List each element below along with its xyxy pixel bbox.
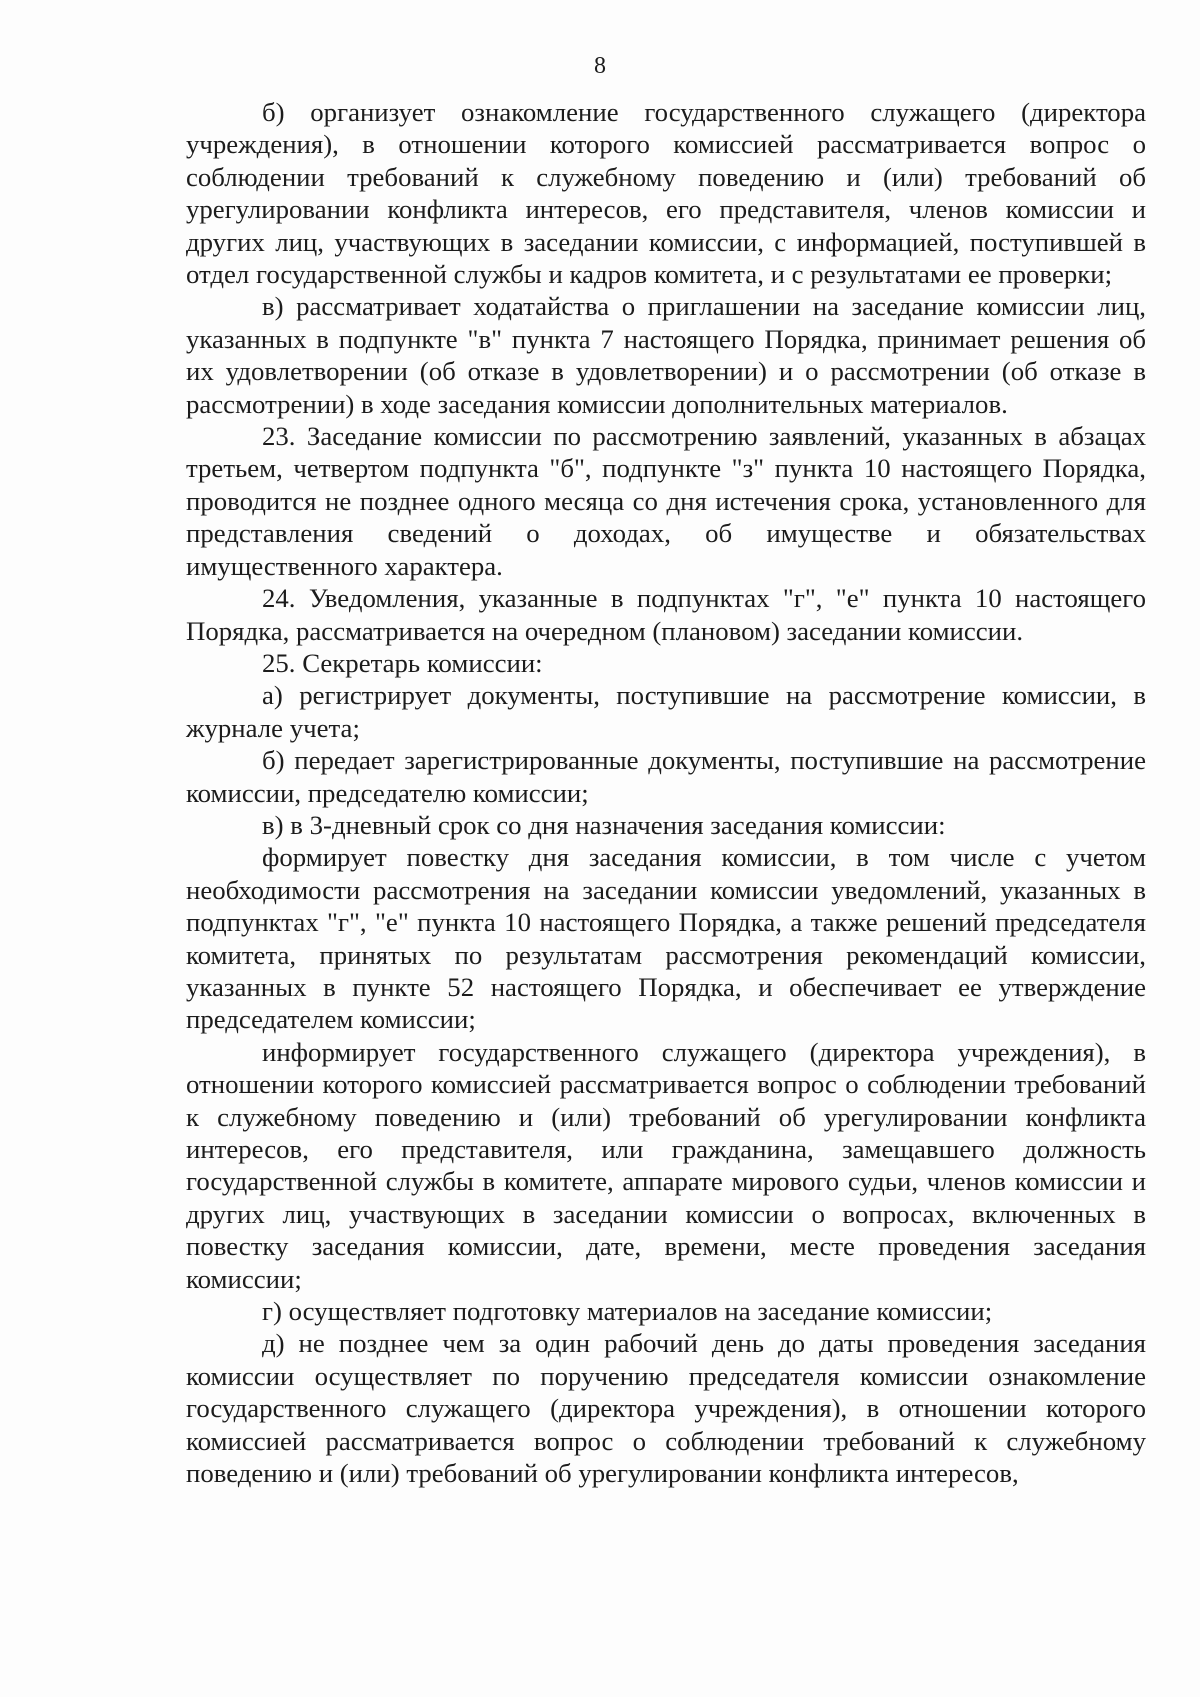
paragraph-22v: в) рассматривает ходатайства о приглашении на заседание комиссии лиц, указанных в подпункте "в" пункта 7 настоящего Порядка, принимает решения об их удовлетворении (об отказе в удовлетворении) и о рассмотрении (об отказе в рассмотрении) в ходе заседания комиссии дополнительных материалов. <box>186 291 1146 419</box>
paragraph-25v-inform: информирует государственного служащего (директора учреждения), в отношении которого комиссией рассматривается вопрос о соблюдении требований к служебному поведению и (или) требований об урегулировании конфликта интересов, его представителя, или гражданина, замещавшего должность государственной службы в комитете, аппарате мирового судьи, членов комиссии и других лиц, участвующих в заседании комиссии о вопросах, включенных в повестку заседания комиссии, дате, времени, месте проведения заседания комиссии; <box>186 1036 1146 1294</box>
paragraph-24: 24. Уведомления, указанные в подпунктах "г", "е" пункта 10 настоящего Порядка, рассматривается на очередном (плановом) заседании комиссии. <box>186 583 1146 646</box>
page-number: 8 <box>594 53 606 79</box>
paragraph-25v: в) в 3-дневный срок со дня назначения заседания комиссии: <box>262 809 946 840</box>
paragraph-22b: б) организует ознакомление государственного служащего (директора учреждения), в отношении которого комиссией рассматривается вопрос о соблюдении требований к служебному поведению и (или) требований об урегулировании конфликта интересов, его представителя, членов комиссии и других лиц, участвующих в заседании комиссии, с информацией, поступившей в отдел государственной службы и кадров комитета, и с результатами ее проверки; <box>186 97 1146 290</box>
paragraph-25v-agenda: формирует повестку дня заседания комиссии, в том числе с учетом необходимости рассмотрения на заседании комиссии уведомлений, указанных в подпунктах "г", "е" пункта 10 настоящего Порядка, а также решений председателя комитета, принятых по результатам рассмотрения рекомендаций комиссии, указанных в пункте 52 настоящего Порядка, и обеспечивает ее утверждение председателем комиссии; <box>186 842 1146 1035</box>
paragraph-25g: г) осуществляет подготовку материалов на заседание комиссии; <box>262 1296 993 1327</box>
paragraph-25d: д) не позднее чем за один рабочий день до даты проведения заседания комиссии осуществляет по поручению председателя комиссии ознакомление государственного служащего (директора учреждения), в отношении которого комиссией рассматривается вопрос о соблюдении требований к служебному поведению и (или) требований об урегулировании конфликта интересов, <box>186 1328 1146 1489</box>
paragraph-25a: а) регистрирует документы, поступившие на рассмотрение комиссии, в журнале учета; <box>186 680 1146 743</box>
paragraph-23: 23. Заседание комиссии по рассмотрению заявлений, указанных в абзацах третьем, четвертом подпункта "б", подпункте "з" пункта 10 настоящего Порядка, проводится не позднее одного месяца со дня истечения срока, установленного для представления сведений о доходах, об имуществе и обязательствах имущественного характера. <box>186 421 1146 581</box>
paragraph-25: 25. Секретарь комиссии: <box>262 647 543 678</box>
document-body <box>186 96 1146 1489</box>
paragraph-25b: б) передает зарегистрированные документы, поступившие на рассмотрение комиссии, председателю комиссии; <box>186 745 1146 808</box>
